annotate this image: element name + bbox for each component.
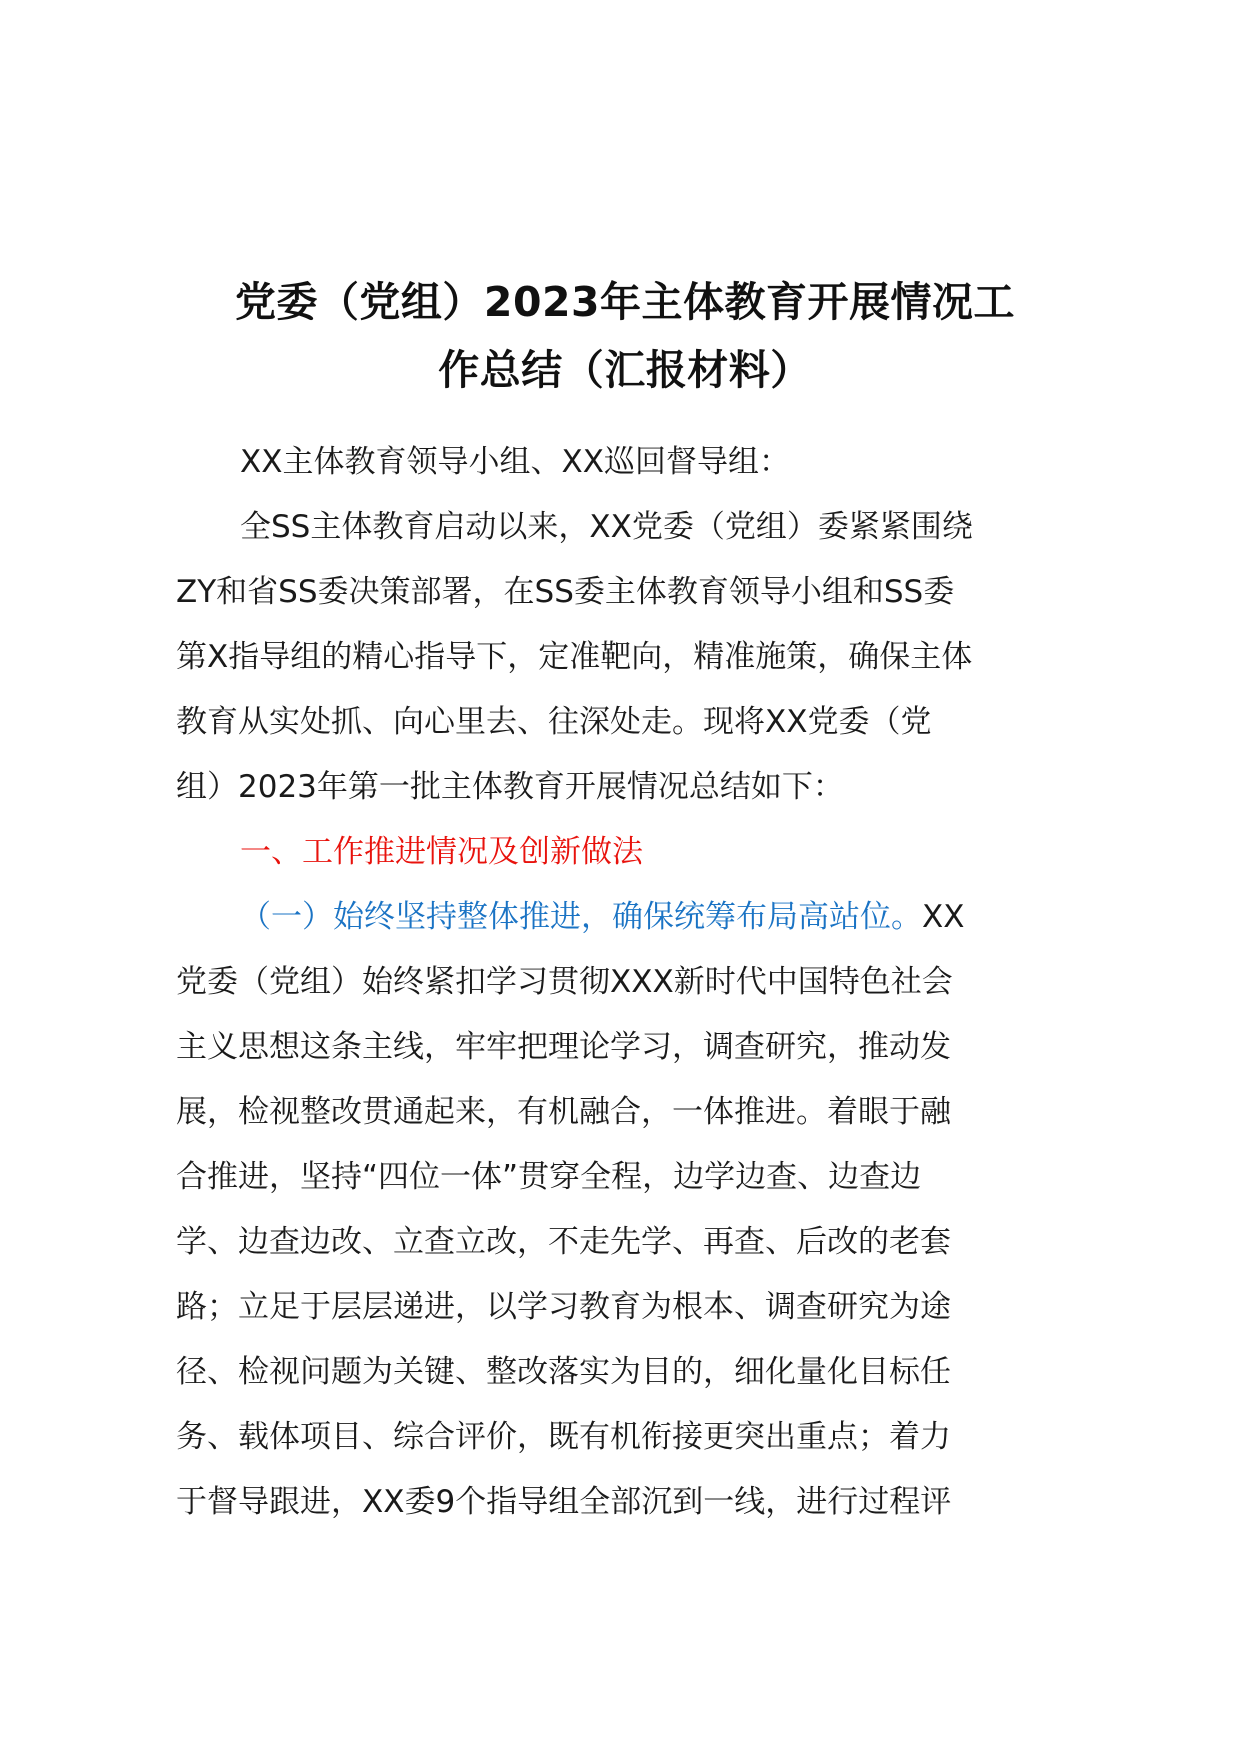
paragraph-line: 径、检视问题为关键、整改落实为目的，细化量化目标任 [176, 1354, 951, 1390]
paragraph-line: 展，检视整改贯通起来，有机融合，一体推进。着眼于融 [176, 1094, 951, 1130]
paragraph-line: 于督导跟进，XX委9个指导组全部沉到一线，进行过程评 [176, 1484, 952, 1520]
paragraph-line: 路；立足于层层递进，以学习教育为根本、调查研究为途 [176, 1289, 951, 1325]
intro-line: 组）2023年第一批主体教育开展情况总结如下： [176, 769, 844, 805]
section-heading-1: 一、工作推进情况及创新做法 [240, 834, 643, 870]
paragraph-line: 务、载体项目、综合评价，既有机衔接更突出重点；着力 [176, 1419, 951, 1455]
title-line-1: 党委（党组）2023年主体教育开展情况工 [234, 278, 1016, 326]
paragraph-line: 合推进，坚持“四位一体”贯穿全程，边学边查、边查边 [176, 1159, 922, 1195]
document-title [150, 268, 1100, 404]
subsection-first-line-rest: XX [922, 899, 965, 935]
paragraph-line: 主义思想这条主线，牢牢把理论学习，调查研究，推动发 [176, 1029, 951, 1065]
subsection-first-line [176, 885, 1106, 950]
subsection-heading-1: （一）始终坚持整体推进，确保统筹布局高站位。 [240, 899, 922, 935]
intro-line: ZY和省SS委决策部署，在SS委主体教育领导小组和SS委 [176, 574, 955, 610]
paragraph-line: 学、边查边改、立查立改，不走先学、再查、后改的老套 [176, 1224, 951, 1260]
salutation: XX主体教育领导小组、XX巡回督导组： [240, 444, 790, 480]
paragraph-line: 党委（党组）始终紧扣学习贯彻XXX新时代中国特色社会 [176, 964, 953, 1000]
intro-line: 教育从实处抓、向心里去、往深处走。现将XX党委（党 [176, 704, 932, 740]
document-body [176, 430, 1106, 1535]
intro-line: 全SS主体教育启动以来，XX党委（党组）委紧紧围绕 [240, 509, 973, 545]
intro-line: 第X指导组的精心指导下，定准靶向，精准施策，确保主体 [176, 639, 973, 675]
title-line-2: 作总结（汇报材料） [438, 346, 812, 394]
